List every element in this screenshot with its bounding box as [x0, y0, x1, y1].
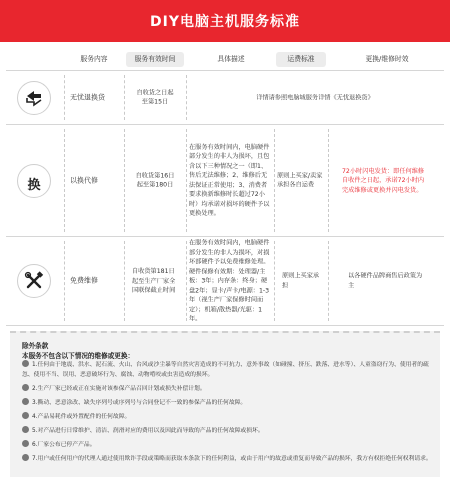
service-detail: 详情请参照电脑城服务详情《无忧退换货》 — [256, 93, 374, 101]
exclusions-panel — [10, 331, 440, 477]
service-name: 无忧退换货 — [70, 92, 105, 101]
service-time: 自收货之日起 至第15日 — [136, 89, 174, 106]
exclusions-subtitle: 本服务不包含以下情况的维修或更换： — [22, 352, 135, 360]
bullet-icon — [22, 440, 29, 447]
bullet-icon — [22, 360, 29, 367]
list-item: 1.任何由于地震、洪水、泥石流、火山、台风或沙尘暴等自然灾害造成的不可抗力、意外事故（如碰撞、挤压、跌落、进水等）、人童盗窃行为、使用者的疏忽、使用不当、误用、恶意破坏行为、腐蚀、动物啃咬或虫害造成的损坏。 — [22, 362, 429, 378]
service-time: 自收货第16日 起至第180日 — [135, 172, 175, 189]
service-description: 在服务有效时间内，电脑硬件部分发生的非人为损坏，且包含以下三种情况之一（即1、售后无法维修；2、维修后无法保证正常使用；3、消费者要求换新维修时长超过72小时）均承诺对损坏的硬件予以更换处理。 — [189, 143, 270, 217]
list-item: 5.对产品进行日常维护、清洁、润滑对应的费用以及因此而导致的产品的任何故障或损坏。 — [22, 426, 432, 436]
table-row — [6, 124, 444, 236]
title-banner — [0, 0, 450, 42]
bullet-icon — [22, 454, 29, 461]
list-item: 7.用户或任何用户的代理人通过使用欺诈手段或策略而获取本条款下的任何利益，或由于用户的故意或重复而导致产品的损坏，我方有权拒绝任何权利请求。 — [22, 454, 432, 464]
col-header-std: 运费标准 — [276, 52, 326, 67]
service-name: 以换代修 — [70, 175, 98, 184]
bullet-icon — [22, 398, 29, 405]
shipping-standard: 原则上买家承担 — [282, 272, 320, 289]
bullet-icon — [22, 412, 29, 419]
service-name: 免费维修 — [70, 276, 98, 285]
row-icon-cell — [6, 125, 64, 236]
bullet-icon — [22, 384, 29, 391]
no-reason-return-icon — [17, 81, 51, 115]
repair-tools-icon — [17, 264, 51, 298]
exclusions-title: 除外条款 — [22, 342, 49, 350]
col-header-name: 服务内容 — [80, 55, 108, 63]
col-header-refund: 更换/维修时效 — [365, 55, 409, 63]
table-header — [6, 49, 444, 70]
shipping-standard: 原则上买家/卖家承担各自运费 — [277, 172, 323, 189]
repair-timeframe: 以各硬件品牌商售后政策为主 — [348, 272, 423, 289]
table-row — [6, 70, 444, 124]
bullet-icon — [22, 426, 29, 433]
list-item: 3.撕动、恶意涂改、缺失序列号或序列号与合同登记不一致的参保产品的任何故障。 — [22, 398, 432, 408]
service-description: 在服务有效时间内，电脑硬件部分发生的非人为损坏，对损坏部硬件予以免费维修处理。硬件保修有效期：处理器/主板：3年；内存条：终身；硬盘2年；显卡/声卡/电源：1-3年（视生产厂家保修时间而定）；机箱/散热器/光驱：1年。 — [189, 239, 270, 323]
row-icon-cell — [6, 237, 64, 325]
table-row — [6, 236, 444, 326]
col-header-time: 服务有效时间 — [126, 52, 184, 67]
exchange-icon-glyph: 换 — [27, 177, 41, 193]
service-time: 自收货第181日起至生产厂家全国联保截止时间 — [132, 267, 176, 294]
list-item: 2.生产厂家已经或正在实施对该参保产品召回计划或损失补偿计划。 — [22, 384, 432, 394]
repair-timeframe: 72小时闪电发货：即任何维修自收件之日起，承诺72小时内完成维修或更换并闪电发货。 — [342, 167, 425, 194]
page-title: DIY电脑主机服务标准 — [150, 14, 300, 30]
exchange-icon — [17, 164, 51, 198]
col-header-desc: 具体描述 — [217, 55, 245, 63]
row-icon-cell — [6, 71, 64, 124]
list-item: 6.厂家公布已停产产品。 — [22, 440, 432, 450]
list-item: 4.产品易耗件或外置配件的任何故障。 — [22, 412, 432, 422]
